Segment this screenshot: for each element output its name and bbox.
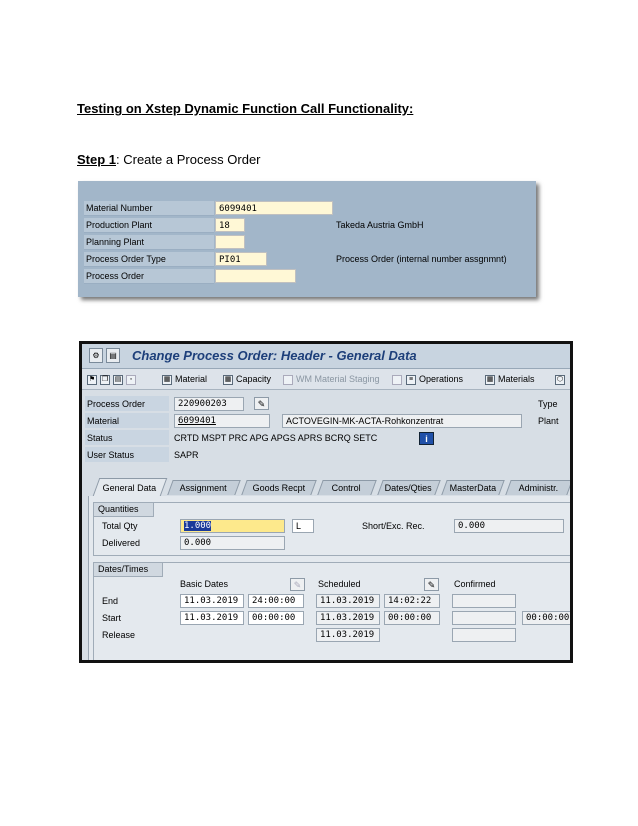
capacity-button[interactable] <box>223 372 271 386</box>
field-row-order-type <box>78 252 536 267</box>
header-row-user-status <box>82 447 570 463</box>
order-type-input[interactable]: PI01 <box>215 252 267 266</box>
start-label: Start <box>102 613 122 623</box>
status-label: Status <box>85 430 169 445</box>
release-label: Release <box>102 630 136 640</box>
end-sched-time: 14:02:22 <box>384 594 440 608</box>
tab-dates-qties[interactable] <box>377 480 440 495</box>
step-text: : Create a Process Order <box>116 152 261 167</box>
screen-title: Change Process Order: Header - General Data <box>132 348 417 363</box>
wm-staging-label: WM Material Staging <box>296 374 380 384</box>
planning-plant-input[interactable] <box>215 235 245 249</box>
end-basic-time[interactable]: 24:00:00 <box>248 594 304 608</box>
tab-assignment[interactable] <box>167 480 240 495</box>
confirmed-header: Confirmed <box>454 579 496 589</box>
step-label: Step 1 <box>77 152 117 167</box>
user-status-value: SAPR <box>174 450 199 460</box>
dates-times-group <box>93 562 573 663</box>
field-label: Production Plant <box>84 218 214 233</box>
header-row-process-order <box>82 396 570 412</box>
step-heading <box>77 152 261 167</box>
scheduled-edit-icon[interactable]: ✎ <box>424 578 439 591</box>
field-label: Process Order <box>84 269 214 284</box>
delivered-value: 0.000 <box>180 536 285 550</box>
plant-description: Takeda Austria GmbH <box>336 220 424 230</box>
start-basic-time[interactable]: 00:00:00 <box>248 611 304 625</box>
material-description: ACTOVEGIN-MK-ACTA-Rohkonzentrat <box>282 414 522 428</box>
material-label: Material <box>85 413 169 428</box>
status-value: CRTD MSPT PRC APG APGS APRS BCRQ SETC <box>174 433 378 443</box>
dates-times-title: Dates/Times <box>93 562 163 577</box>
tab-strip <box>82 478 570 496</box>
materials-button[interactable] <box>485 372 535 386</box>
total-qty-input[interactable] <box>180 519 285 533</box>
tab-goods-recpt[interactable] <box>241 480 316 495</box>
field-row-process-order <box>78 269 536 284</box>
toolbar-icons <box>87 372 139 386</box>
header-row-status <box>82 430 570 446</box>
wm-staging-icon <box>283 375 293 385</box>
tab-label: Control <box>332 483 362 493</box>
materials-icon: ▦ <box>486 375 494 383</box>
end-sched-date: 11.03.2019 <box>316 594 380 608</box>
tab-label: General Data <box>102 483 157 493</box>
process-order-input[interactable] <box>215 269 296 283</box>
tab-masterdata[interactable] <box>441 480 504 495</box>
end-label: End <box>102 596 119 606</box>
basic-dates-header: Basic Dates <box>180 579 229 589</box>
total-qty-label: Total Qty <box>102 521 138 531</box>
quantities-title: Quantities <box>93 502 154 517</box>
type-label: Type <box>538 399 558 409</box>
field-label: Material Number <box>84 201 214 216</box>
title-bar <box>82 344 570 369</box>
capacity-button-label: Capacity <box>236 374 272 384</box>
tab-administr[interactable] <box>505 480 572 495</box>
edit-icon[interactable]: ✎ <box>254 397 269 410</box>
field-row-material-number <box>78 201 536 216</box>
material-button-label: Material <box>175 374 208 384</box>
list-icon[interactable]: ▤ <box>114 375 122 383</box>
field-label: Process Order Type <box>84 252 214 267</box>
header-row-material <box>82 413 570 429</box>
short-exc-label: Short/Exc. Rec. <box>362 521 425 531</box>
disabled-tool-button <box>392 372 405 386</box>
tab-general-data[interactable] <box>93 478 168 496</box>
start-sched-time: 00:00:00 <box>384 611 440 625</box>
field-row-production-plant <box>78 218 536 233</box>
tab-label: Dates/Qties <box>385 483 433 493</box>
user-status-label: User Status <box>85 447 169 462</box>
menu-icon[interactable]: ⚙ <box>89 348 103 363</box>
flag-icon[interactable]: ⚑ <box>88 375 96 383</box>
wm-staging-button[interactable] <box>283 372 380 386</box>
tab-label: Administr. <box>518 483 559 493</box>
info-icon[interactable]: ◦ <box>126 375 136 385</box>
info-icon[interactable]: i <box>419 432 434 445</box>
material-number-input[interactable]: 6099401 <box>215 201 333 215</box>
document-title: Testing on Xstep Dynamic Function Call Functionality: <box>77 101 414 116</box>
delivered-label: Delivered <box>102 538 141 548</box>
copy-icon[interactable]: ❐ <box>101 375 109 383</box>
field-label: Planning Plant <box>84 235 214 250</box>
short-exc-value: 0.000 <box>454 519 564 533</box>
operations-label: Operations <box>419 374 464 384</box>
end-basic-date[interactable]: 11.03.2019 <box>180 594 244 608</box>
cube-icon: ⬡ <box>556 375 564 383</box>
material-button[interactable] <box>162 372 207 386</box>
plant-label: Plant <box>538 416 559 426</box>
release-sched-date: 11.03.2019 <box>316 628 380 642</box>
tool-icon <box>392 375 402 385</box>
operations-button[interactable] <box>406 372 463 386</box>
material-icon: ▦ <box>163 375 171 383</box>
create-order-screen <box>78 181 536 297</box>
scheduled-header: Scheduled <box>318 579 361 589</box>
tab-label: Goods Recpt <box>252 483 305 493</box>
tab-label: MasterData <box>449 483 496 493</box>
tab-label: Assignment <box>180 483 228 493</box>
release-confirmed-date <box>452 628 516 642</box>
unit-field[interactable]: L <box>292 519 314 533</box>
general-data-panel <box>88 496 573 663</box>
process-order-label: Process Order <box>85 396 169 411</box>
start-confirmed-time: 00:00:00 <box>522 611 573 625</box>
operations-icon: ≡ <box>406 375 416 385</box>
quantities-group <box>93 502 573 556</box>
capacity-icon: ▦ <box>224 375 232 383</box>
change-order-screen <box>79 341 573 663</box>
layout-icon[interactable]: ▤ <box>106 348 120 363</box>
process-order-value[interactable]: 220900203 <box>174 397 244 411</box>
total-qty-value: 1.000 <box>184 521 212 531</box>
application-toolbar <box>82 369 570 390</box>
field-row-planning-plant <box>78 235 536 250</box>
start-sched-date: 11.03.2019 <box>316 611 380 625</box>
start-basic-date[interactable]: 11.03.2019 <box>180 611 244 625</box>
more-button[interactable] <box>555 372 568 386</box>
start-confirmed-date <box>452 611 516 625</box>
end-confirmed-date <box>452 594 516 608</box>
order-type-description: Process Order (internal number assgnmnt) <box>336 254 507 264</box>
materials-label: Materials <box>498 374 535 384</box>
material-value[interactable]: 6099401 <box>174 414 270 428</box>
production-plant-input[interactable]: 18 <box>215 218 245 232</box>
basic-dates-edit-icon: ✎ <box>290 578 305 591</box>
tab-control[interactable] <box>317 480 376 495</box>
